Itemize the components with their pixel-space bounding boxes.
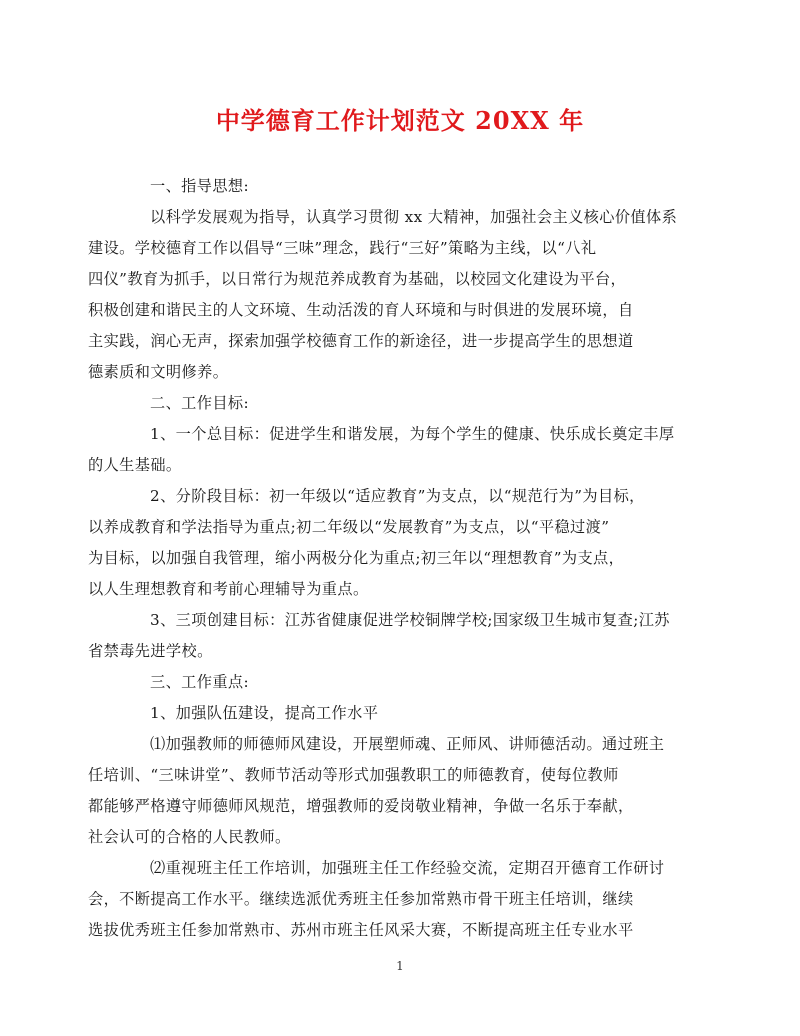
text-line: 选拔优秀班主任参加常熟市、苏州市班主任风采大赛，不断提高班主任专业水平 xyxy=(88,921,634,939)
text-line: 2、分阶段目标：初一年级以“适应教育”为支点，以“规范行为”为目标， xyxy=(150,487,645,505)
text-line: 以人生理想教育和考前心理辅导为重点。 xyxy=(88,580,369,598)
document-body xyxy=(88,171,681,946)
text-line: 积极创建和谐民主的人文环境、生动活泼的育人环境和与时俱进的发展环境，自 xyxy=(88,301,634,319)
text-line: 都能够严格遵守师德师风规范，增强教师的爱岗敬业精神，争做一名乐于奉献， xyxy=(88,797,634,815)
paragraph-head-teacher-training xyxy=(88,853,681,946)
text-line: ⑵重视班主任工作培训，加强班主任工作经验交流，定期召开德育工作研讨 xyxy=(150,859,665,877)
text-line: 四仪”教育为抓手，以日常行为规范养成教育为基础，以校园文化建设为平台， xyxy=(88,270,627,288)
text-line: 省禁毒先进学校。 xyxy=(88,642,213,660)
document-title: 中学德育工作计划范文 20XX 年 xyxy=(215,106,585,135)
text-line: 以养成教育和学法指导为重点;初二年级以“发展教育”为支点，以“平稳过渡” xyxy=(88,518,610,536)
text-line: 建设。学校德育工作以倡导“三味”理念，践行“三好”策略为主线，以“八礼 xyxy=(88,239,597,257)
paragraph-stage-goals xyxy=(88,481,681,605)
paragraph-guiding-ideology xyxy=(88,202,681,388)
page-number: 1 xyxy=(396,959,404,973)
text-line: 3、三项创建目标：江苏省健康促进学校铜牌学校;国家级卫生城市复查;江苏 xyxy=(150,611,670,629)
paragraph-creation-goals xyxy=(88,605,681,667)
text-line: 以科学发展观为指导，认真学习贯彻 xx 大精神，加强社会主义核心价值体系 xyxy=(150,208,678,226)
section-heading-work-goals: 二、工作目标: xyxy=(150,394,250,412)
paragraph-teacher-ethics xyxy=(88,729,681,853)
text-line: 1、一个总目标：促进学生和谐发展，为每个学生的健康、快乐成长奠定丰厚 xyxy=(150,425,675,443)
text-line: 任培训、“三味讲堂”、教师节活动等形式加强教职工的师德教育，使每位教师 xyxy=(88,766,619,784)
text-line: 的人生基础。 xyxy=(88,456,182,474)
section-heading-work-focus: 三、工作重点: xyxy=(150,673,250,691)
text-line: ⑴加强教师的师德师风建设，开展塑师魂、正师风、讲师德活动。通过班主 xyxy=(150,735,665,753)
text-line: 德素质和文明修养。 xyxy=(88,363,229,381)
text-line: 社会认可的合格的人民教师。 xyxy=(88,828,291,846)
section-heading-guiding-ideology: 一、指导思想: xyxy=(150,177,250,195)
paragraph-overall-goal xyxy=(88,419,681,481)
subheading-team-building: 1、加强队伍建设，提高工作水平 xyxy=(150,704,379,722)
text-line: 主实践，润心无声，探索加强学校德育工作的新途径，进一步提高学生的思想道 xyxy=(88,332,634,350)
text-line: 会，不断提高工作水平。继续选派优秀班主任参加常熟市骨干班主任培训，继续 xyxy=(88,890,634,908)
text-line: 为目标，以加强自我管理，缩小两极分化为重点;初三年以“理想教育”为支点， xyxy=(88,549,625,567)
